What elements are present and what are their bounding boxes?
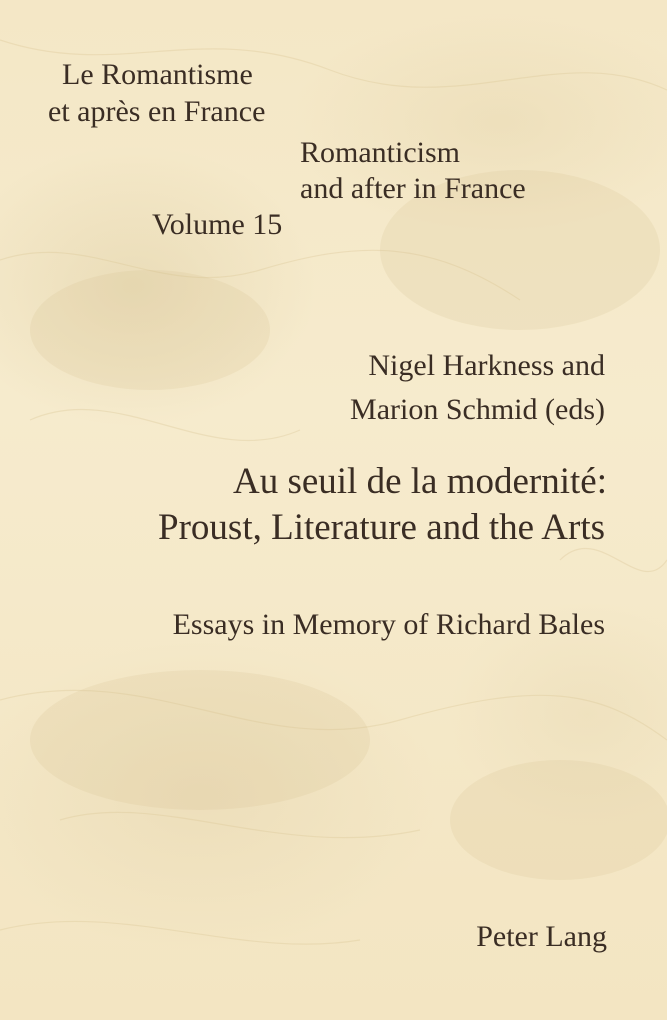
book-title-line2: Proust, Literature and the Arts (158, 507, 605, 548)
series-volume: Volume 15 (152, 208, 283, 241)
book-title-line1: Au seuil de la modernité: (232, 461, 607, 502)
series-title-english-line1: Romanticism (300, 136, 460, 169)
series-title-english-line2: and after in France (300, 172, 526, 205)
publisher-name: Peter Lang (476, 920, 607, 953)
series-title-french-line1: Le Romantisme (62, 58, 253, 91)
editors-line2: Marion Schmid (eds) (350, 393, 605, 426)
book-subtitle: Essays in Memory of Richard Bales (172, 608, 605, 641)
editors-line1: Nigel Harkness and (368, 349, 605, 382)
series-title-french-line2: et après en France (48, 95, 266, 128)
